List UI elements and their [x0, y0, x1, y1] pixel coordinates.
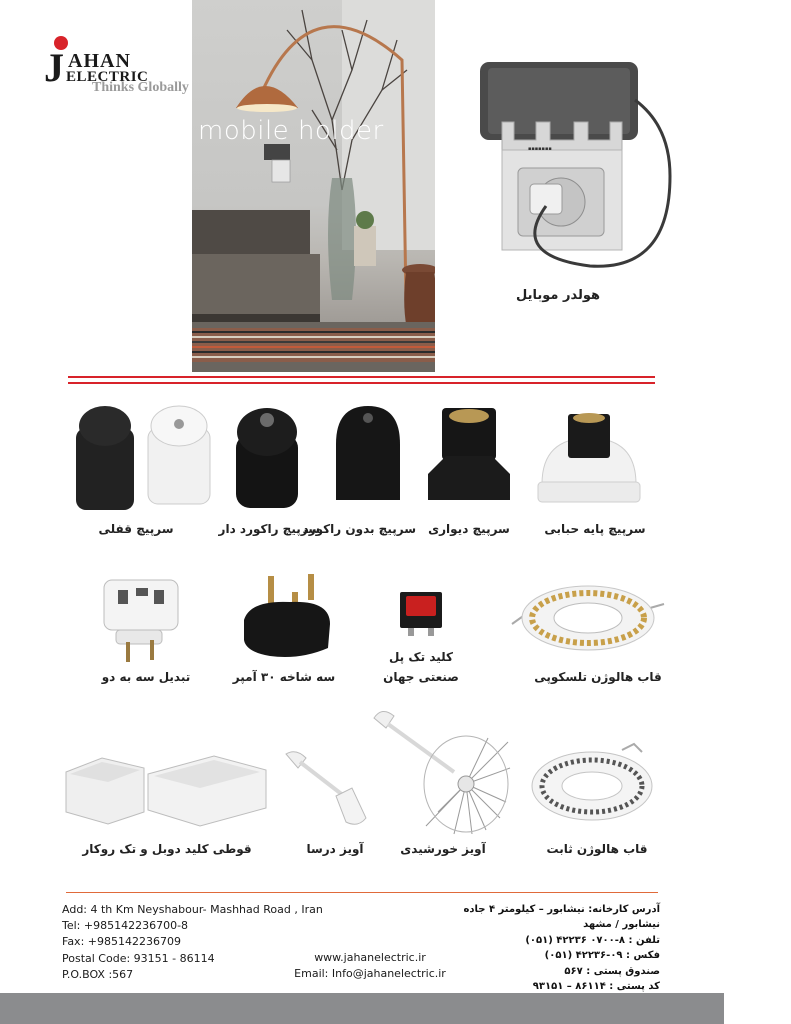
switch-box-icon	[62, 748, 270, 828]
plant-icon	[356, 211, 374, 229]
telescopic-halogen-frame-icon	[506, 578, 670, 662]
holder-brand-mark: ▪▪▪▪▪▪▪	[528, 146, 552, 152]
label-fixed-halogen-frame: قاب هالوژن ثابت	[546, 842, 648, 856]
plant-pot	[354, 226, 376, 266]
fixed-frame-opening	[562, 772, 622, 800]
dorsa-pendant-icon	[276, 746, 380, 830]
footer-fa-tel: تلفن : ۸-۰۷۰۰ ۴۲۲۳۶ (۰۵۱)	[525, 934, 660, 946]
label-industrial-switch-line2: صنعتی جهان	[383, 670, 459, 684]
footer-fa-postal: کد پستی : ۸۶۱۱۴ – ۹۳۱۵۱	[532, 981, 660, 993]
hero-title: mobile holder	[198, 116, 384, 146]
glass-vase-icon	[328, 178, 356, 300]
lamp-glow	[237, 104, 297, 112]
switch-rocker	[406, 596, 436, 616]
footer-email-link[interactable]: Email: Info@jahanelectric.ir	[294, 966, 446, 980]
featured-product-label: هولدر موبایل	[515, 288, 600, 303]
top-divider-red-2	[68, 382, 655, 384]
adapter-pin-2	[150, 640, 154, 660]
footer-website-link[interactable]: www.jahanelectric.ir	[314, 951, 426, 964]
logo-word-electric-rest: LECTRIC	[76, 69, 149, 85]
dorsa-rod	[300, 762, 344, 796]
adapter-slot-1	[118, 590, 128, 604]
switch-terminal-2	[428, 628, 434, 636]
adapter-slot-3	[154, 590, 164, 604]
wall-holder-base	[428, 456, 510, 500]
brand-logo	[42, 36, 192, 100]
sofa-seat-icon	[192, 254, 320, 316]
sun-pendant-icon	[368, 702, 514, 836]
wall-holder-icon	[264, 144, 290, 160]
black-socket-top	[79, 406, 131, 446]
three-pin-plug-icon	[240, 570, 334, 662]
adapter-neck	[116, 630, 162, 644]
charger-icon	[530, 184, 562, 214]
footer-postal-code: Postal Code: 93151 - 86114	[62, 951, 215, 965]
adapter-slot-2	[136, 588, 148, 596]
footer-fax: Fax: +985142236709	[62, 935, 181, 949]
footer-fa-address: آدرس کارخانه: نیشابور – کیلومتر ۴ جاده نیشابور / مشهد	[463, 904, 660, 931]
label-socket-no-ring: سرپیچ بدون راکورد	[302, 522, 416, 536]
logo-initial-j: J	[44, 45, 64, 90]
label-locking-socket: سرپیچ قفلی	[98, 522, 174, 536]
bulb-base-plate	[538, 482, 640, 502]
top-divider-red-1	[68, 376, 655, 378]
socket-no-ring-hole	[363, 413, 373, 423]
footer-tel: Tel: +985142236700-8	[62, 919, 189, 933]
sun-rod	[388, 724, 454, 772]
adapter-body	[104, 580, 178, 630]
label-wall-socket-holder: سرپیچ دیواری	[428, 522, 510, 536]
locking-socket-icon	[70, 404, 218, 514]
bulb-base-socket-icon	[534, 404, 644, 508]
bottom-gray-bar	[0, 993, 724, 1024]
white-socket-hole	[174, 419, 184, 429]
plug-pin-1	[268, 576, 274, 604]
socket-no-ring-icon	[332, 404, 404, 506]
label-bulb-base-socket: سرپیچ پایه حبابی	[544, 522, 646, 536]
label-socket-with-ring: سرپیچ راکورد دار	[218, 522, 320, 536]
spring-clip-right	[650, 604, 664, 608]
socket-with-ring-icon	[232, 404, 302, 512]
dorsa-shade-holder	[336, 788, 366, 824]
footer-web	[284, 950, 456, 981]
footer-pobox: P.O.BOX :567	[62, 967, 134, 981]
brand-tagline: Thinks Globally	[92, 80, 189, 95]
fixed-halogen-frame-icon	[526, 742, 658, 826]
socket-ring-thread	[260, 413, 274, 427]
label-three-pin-plug: سه شاخه ۳۰ آمپر	[232, 670, 336, 684]
adapter-plug-icon	[100, 574, 184, 664]
mobile-holder-product-icon	[470, 56, 680, 274]
sofa-base	[192, 314, 320, 322]
plug-body	[244, 602, 330, 657]
footer-fa-fax: فکس : ۰۹-۴۲۲۳۶ (۰۵۱)	[544, 950, 660, 962]
footer-contact-fa	[436, 902, 660, 994]
switch-terminal-1	[408, 628, 414, 636]
sun-shade-center	[458, 776, 474, 792]
sofa-back	[192, 210, 310, 256]
fixed-frame-clip	[622, 744, 642, 752]
label-dorsa-pendant: آویز درسا	[306, 842, 364, 856]
label-switch-box: قوطی کلید دوبل و تک روکار	[82, 842, 252, 856]
plug-pin-3	[308, 574, 314, 600]
wall-socket-holder-icon	[424, 404, 514, 508]
label-industrial-switch-line1: کلید تک پل	[388, 650, 454, 664]
footer-fa-pobox: صندوق پستی : ۵۶۷	[564, 965, 660, 977]
industrial-switch-icon	[398, 588, 444, 638]
hero-room-photo	[192, 0, 435, 372]
footer-divider	[66, 892, 658, 893]
halogen-frame-opening	[554, 603, 622, 633]
bulb-base-brass	[573, 413, 605, 423]
logo-word-ahan: AHAN	[68, 50, 131, 72]
logo-initial-e: E	[66, 69, 77, 85]
room-illustration	[192, 0, 435, 372]
striped-rug-icon	[192, 328, 435, 362]
label-telescopic-halogen-frame: قاب هالوژن تلسکوپی	[534, 670, 662, 684]
wall-holder-brass	[449, 409, 489, 423]
wall-outlet-icon	[272, 160, 290, 182]
adapter-pin-1	[126, 642, 130, 662]
label-sun-pendant: آویز خورشیدی	[400, 842, 486, 856]
label-adapter-plug: تبدیل سه به دو	[101, 670, 191, 684]
footer-address: Add: 4 th Km Neyshabour- Mashhad Road , Iran	[62, 903, 323, 916]
